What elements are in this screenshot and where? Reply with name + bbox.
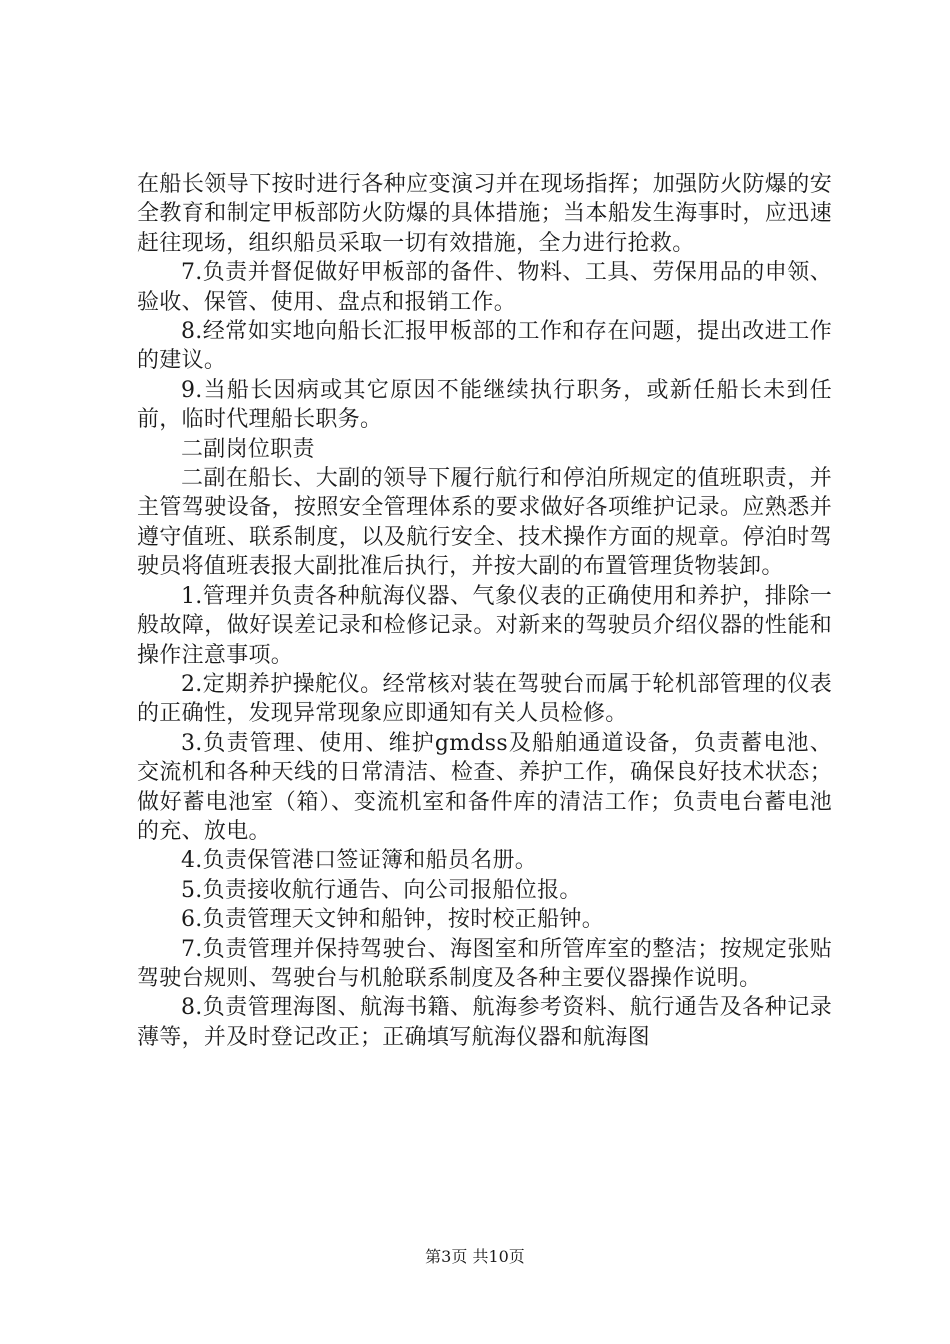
paragraph: 7.负责并督促做好甲板部的备件、物料、工具、劳保用品的申领、验收、保管、使用、盘点和报销工作。 bbox=[137, 260, 832, 315]
paragraph: 9.当船长因病或其它原因不能继续执行职务，或新任船长未到任前，临时代理船长职务。 bbox=[137, 377, 832, 433]
paragraph: 6.负责管理天文钟和船钟，按时校正船钟。 bbox=[181, 907, 604, 933]
paragraph: 1.管理并负责各种航海仪器、气象仪表的正确使用和养护，排除一般故障，做好误差记录和检修记录。对新来的驾驶员介绍仪器的性能和操作注意事项。 bbox=[137, 583, 832, 668]
paragraph: 4.负责保管港口签证簿和船员名册。 bbox=[181, 848, 538, 874]
paragraph: 8.负责管理海图、航海书籍、航海参考资料、航行通告及各种记录薄等，并及时登记改正；正确填写航海仪器和航海图 bbox=[137, 995, 832, 1050]
page-footer: 第3页 共10页 bbox=[425, 1247, 525, 1266]
paragraph: 3.负责管理、使用、维护gmdss及船舶通道设备，负责蓄电池、交流机和各种天线的日常清洁、检查、养护工作，确保良好技术状态；做好蓄电池室（箱）、变流机室和备件库的清洁工作；负责电台蓄电池的充、放电。 bbox=[137, 730, 832, 844]
document-body bbox=[137, 170, 832, 1052]
paragraph: 二副岗位职责 bbox=[181, 436, 315, 462]
paragraph: 5.负责接收航行通告、向公司报船位报。 bbox=[181, 877, 582, 903]
paragraph: 7.负责管理并保持驾驶台、海图室和所管库室的整洁；按规定张贴驾驶台规则、驾驶台与机舱联系制度及各种主要仪器操作说明。 bbox=[137, 936, 832, 991]
paragraph: 在船长领导下按时进行各种应变演习并在现场指挥；加强防火防爆的安全教育和制定甲板部防火防爆的具体措施；当本船发生海事时，应迅速赶往现场，组织船员采取一切有效措施，全力进行抢救。 bbox=[137, 172, 832, 256]
paragraph: 8.经常如实地向船长汇报甲板部的工作和存在问题，提出改进工作的建议。 bbox=[137, 319, 832, 374]
paragraph: 二副在船长、大副的领导下履行航行和停泊所规定的值班职责，并主管驾驶设备，按照安全管理体系的要求做好各项维护记录。应熟悉并遵守值班、联系制度，以及航行安全、技术操作方面的规章。停泊时驾驶员将值班表报大副批准后执行，并按大副的布置管理货物装卸。 bbox=[137, 466, 832, 580]
paragraph: 2.定期养护操舵仪。经常核对装在驾驶台而属于轮机部管理的仪表的正确性，发现异常现象应即通知有关人员检修。 bbox=[137, 671, 832, 727]
